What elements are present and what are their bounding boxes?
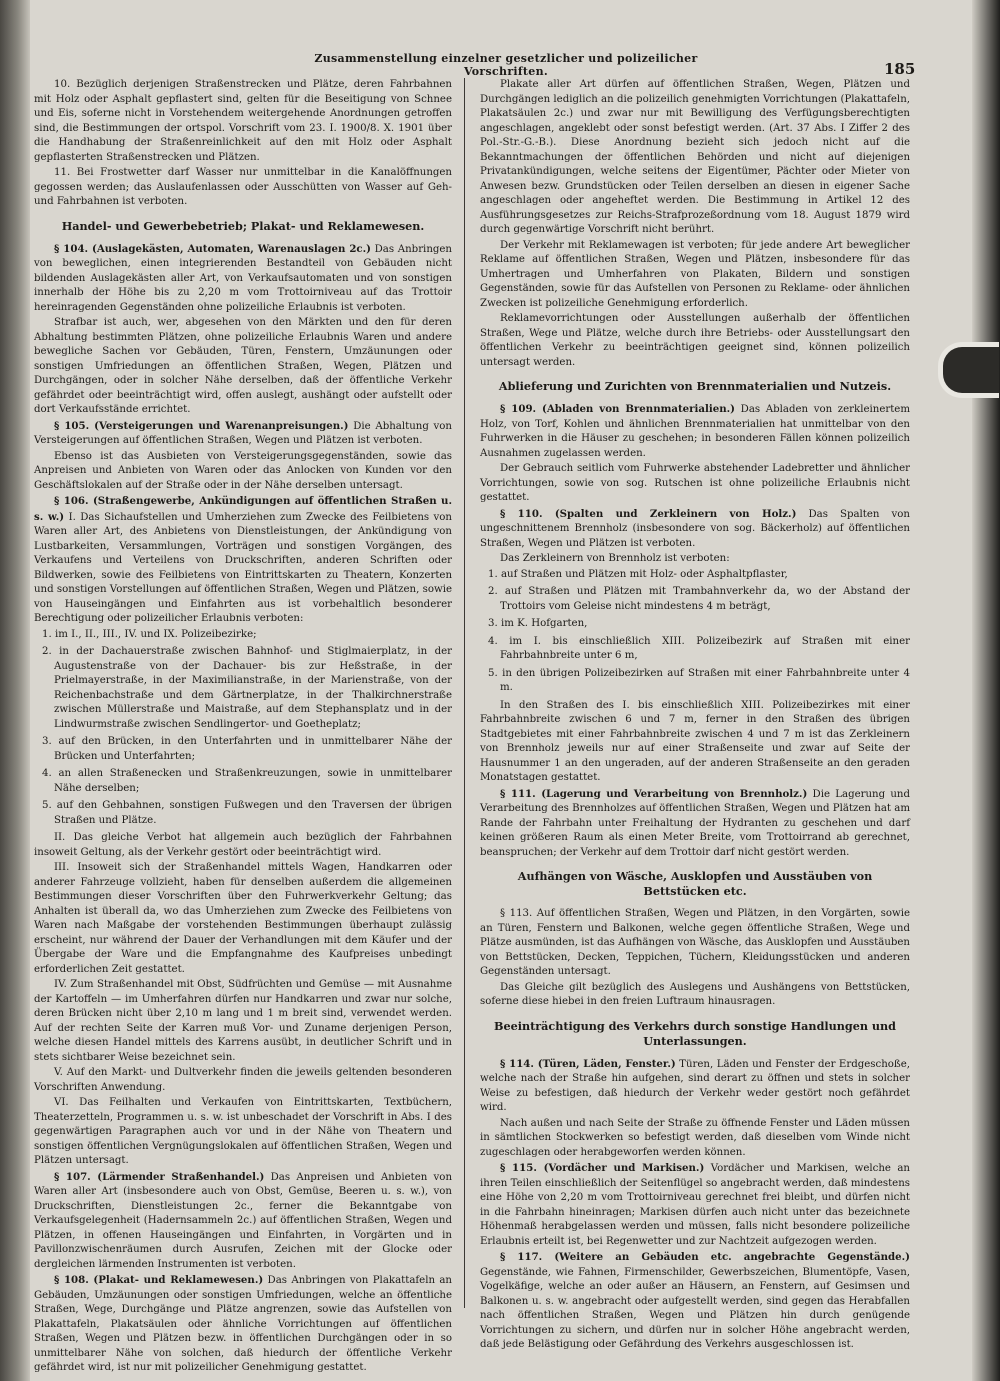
section-108-title: § 108. (Plakat- und Reklamewesen.) (54, 1274, 264, 1286)
section-107-title: § 107. (Lärmender Straßenhandel.) (54, 1170, 265, 1183)
list-item: 2. in der Dachauerstraße zwischen Bahnhof- und Stiglmaierplatz, in der Augustenstraße von der Dachauer- bis zur Heßstraße, in der Prielmayerstraße, in der Maximilianstraße, in der Marienstraße, von der Reichenbachstraße und dem Gärtnerplatze, in der Thalkirchnerstraße zwischen Müllerstraße und Maistraße, auf dem Stephansplatz und in der Lindwurmstraße zwischen Sendlingertor- und Goetheplatz; (42, 646, 452, 730)
section-114-paragraph-2: Nach außen und nach Seite der Straße zu öffnende Fenster und Läden müssen in sämtlichen Stockwerken so befestigt werden, daß dieselben vom Winde nicht zugeschlagen oder herabgeworfen werden können. (480, 1117, 910, 1158)
section-110 (480, 507, 910, 552)
section-105-text: Die Abhaltung von Versteigerungen auf öffentlichen Straßen, Wegen und Plätzen ist verboten. (34, 420, 452, 446)
section-104-paragraph-2: Strafbar ist auch, wer, abgesehen von den Märkten und den für deren Abhaltung bestimmten Plätzen, ohne polizeiliche Erlaubnis Waren und andere bewegliche Sachen vor Gebäuden, Türen, Fenstern, Umzäunungen oder sonstigen Umfriedungen an öffentlichen Straßen, Wegen, Plätzen und Durchgängen, oder in solcher Nähe derselben, daß der öffentliche Verkehr gefährdet oder beeinträchtigt wird, offen auslegt, aushängt oder aufstellt oder dort Verkaufsstände errichtet. (34, 317, 452, 415)
section-109-text: Das Abladen von zerkleinertem Holz, von Torf, Kohlen und ähnlichen Brennmaterialien hat unmittelbar von den Fuhrwerken in die Häuser zu geschehen; in besonderen Fällen können polizeilich Ausnahmen zugelassen werden. (480, 404, 911, 459)
section-115-title: § 115. (Vordächer und Markisen.) (500, 1162, 705, 1174)
list-item: 4. an allen Straßenecken und Straßenkreuzungen, sowie in unmittelbarer Nähe derselben; (42, 768, 452, 794)
section-114 (480, 1057, 910, 1116)
section-109 (480, 402, 910, 461)
list-item: 1. im I., II., III., IV. und IX. Polizeibezirke; (42, 628, 257, 640)
section-113-paragraph-2: Das Gleiche gilt bezüglich des Auslegens und Aushängens von Bettstücken, soferne diese hiebei in den freien Luftraum hinausragen. (480, 981, 910, 1007)
list-item: 3. auf den Brücken, in den Unterfahrten und in unmittelbarer Nähe der Brücken und Unterfahrten; (42, 736, 452, 762)
section-106-title: § 106. (Straßengewerbe, Ankündigungen auf öffentlichen Straßen u. s. w.) (34, 495, 452, 523)
section-117-title: § 117. (Weitere an Gebäuden etc. angebrachte Gegenstände.) (500, 1251, 910, 1263)
list-item: 2. auf Straßen und Plätzen mit Trambahnverkehr da, wo der Abstand der Trottoirs vom Geleise nicht mindestens 4 m beträgt, (488, 586, 910, 612)
poster-paragraph: Plakate aller Art dürfen auf öffentlichen Straßen, Wegen, Plätzen und Durchgängen lediglich an die polizeilich genehmigten Vorrichtungen (Plakattafeln, Plakatsäulen 2c.) und zwar nur mit Bewilligung des Verfügungsberechtigten angeschlagen, angeklebt oder sonst befestigt werden. (Art. 37 Abs. I Ziffer 2 des Pol.-Str.-G.-B.). Diese Anordnung bezieht sich jedoch nicht auf die Bekanntmachungen der öffentlichen Behörden und nicht auf diejenigen Privatankündigungen, welche seitens der Eigentümer, Pächter oder Mieter von Anwesen bezw. Grundstücken oder Teilen derselben an diesen in eigener Sache angeschlagen oder angeheftet werden. Die Bestimmung in Artikel 12 des Ausführungsgesetzes zur Reichs-Strafprozeßordnung vom 18. August 1879 wird durch gegenwärtige Vorschrift nicht berührt. (480, 79, 910, 235)
section-110-paragraph-2: Das Zerkleinern von Brennholz ist verboten: (500, 553, 730, 564)
section-heading-trade: Handel- und Gewerbebetrieb; Plakat- und Reklamewesen. (61, 218, 425, 233)
section-114-title: § 114. (Türen, Läden, Fenster.) (500, 1057, 676, 1070)
section-111-text: Die Lagerung und Verarbeitung des Brennholzes auf öffentlichen Straßen, Wegen und Plätzen hat am Rande der Fahrbahn unter Freihaltung der Hydranten zu geschehen und darf keinen größeren Raum als einen Meter Breite, vom Trottoirrand ab gerechnet, beanspruchen; der Verkehr auf dem Trottoir darf nicht gestört werden. (480, 788, 911, 858)
section-104-title: § 104. (Auslagekästen, Automaten, Warenauslagen 2c.) (54, 242, 371, 255)
column-divider (464, 78, 465, 1308)
advertising-devices-paragraph: Reklamevorrichtungen oder Ausstellungen außerhalb der öffentlichen Straßen, Wege und Plätze, welche durch ihre Betriebs- oder Ausstellungsart den öffentlichen Verkehr zu beeinträchtigen geeignet sind, können polizeilich untersagt werden. (480, 313, 910, 368)
paragraph-11: 11. Bei Frostwetter darf Wasser nur unmittelbar in die Kanalöffnungen gegossen werden; das Auslaufenlassen oder Ausschütten von Wasser auf Geh- und Fahrbahnen ist verboten. (34, 167, 452, 207)
section-heading-traffic: Beeinträchtigung des Verkehrs durch sonstige Handlungen und Unterlassungen. (494, 1018, 896, 1048)
section-109-paragraph-2: Der Gebrauch seitlich vom Fuhrwerke abstehender Ladebretter und ähnlicher Vorrichtungen, sowie von sog. Rutschen ist ohne polizeiliche Erlaubnis nicht gestattet. (480, 463, 910, 503)
section-105-paragraph-2: Ebenso ist das Ausbieten von Versteigerungsgegenständen, sowie das Anpreisen und Anbieten von Waren oder das Anlocken von Kunden vor den Geschäftslokalen auf der Straße oder in der Nähe derselben untersagt. (34, 450, 452, 491)
section-heading-laundry: Aufhängen von Wäsche, Ausklopfen und Ausstäuben von Bettstücken etc. (517, 869, 873, 898)
section-113-title: § 113. (500, 908, 533, 919)
right-column (480, 78, 911, 1350)
section-106 (34, 494, 452, 627)
section-106-III: III. Insoweit sich der Straßenhandel mittels Wagen, Handkarren oder anderer Fahrzeuge vollzieht, haben für denselben außerdem die allgemeinen Bestimmungen dieser Vorschriften über den Fuhrwerkverkehr Geltung; das Anhalten ist überall da, wo das Umherziehen zum Zwecke des Feilbietens von Waren nach Maßgabe der vorstehenden Bestimmungen überhaupt zulässig erscheint, nur während der Dauer der Verhandlungen mit dem Käufer und der Übergabe der Ware und die Empfangnahme des Kaufpreises unbedingt erforderlichen Zeit gestattet. (34, 862, 452, 975)
section-105 (34, 419, 452, 449)
section-117-text: Gegenstände, wie Fahnen, Firmenschilder, Gewerbszeichen, Blumentöpfe, Vasen, Vogelkäfige, welche an oder außer an Häusern, an Fenstern, auf Gesimsen und Balkonen u. s. w. angebracht oder aufgestellt werden, sind gegen das Herabfallen nach öffentlichen Straßen, Wegen und Plätzen hin durch genügende Vorrichtungen zu sichern, und dürfen nur in solcher Höhe angebracht werden, daß jede Belästigung oder Gefährdung des Verkehrs ausgeschlossen ist. (480, 1266, 910, 1350)
section-110-text: Das Spalten von ungeschnittenem Brennholz (insbesondere von sog. Bäckerholz) auf öffentlichen Straßen, Wegen und Plätzen ist verboten. (480, 508, 910, 549)
list-item: 3. im K. Hofgarten, (488, 618, 588, 629)
section-113-text: Auf öffentlichen Straßen, Wegen und Plätzen, in den Vorgärten, sowie an Türen, Fenstern und Balkonen, welche gegen öffentliche Straßen, Wege und Plätze ausmünden, ist das Aufhängen von Wäsche, das Ausklopfen und Ausstäuben von Bettstücken, Decken, Teppichen, Tüchern, Kleidungsstücken und anderen Gegenständen untersagt. (480, 908, 910, 977)
section-107-text: Das Anpreisen und Anbieten von Waren aller Art (insbesondere auch von Obst, Gemüse, Beeren u. s. w.), von Druckschriften, Dienstleistungen 2c., ferner die Bekanntgabe von Verkaufsgelegenheit (Hadernsammeln 2c.) auf öffentlichen Straßen, Wegen und Plätzen, in offenen Hauseingängen und Einfahrten, in Vorgärten und in Pavillonzwischenräumen durch Ausrufen, Zeichen mit der Glocke oder dergleichen lärmenden Instrumenten ist verboten. (34, 1171, 453, 1270)
section-104-text: Das Anbringen von beweglichen, einen integrierenden Bestandteil von Gebäuden nicht bildenden Auslagekästen aller Art, von Verkaufsautomaten und von sonstigen innerhalb der Höhe bis zu 2,20 m vom Trottoirniveau auf das Trottoir hereinragenden Gegenständen ohne polizeiliche Erlaubnis ist verboten. (34, 243, 452, 313)
running-head: Zusammenstellung einzelner gesetzlicher und polizeilicher Vorschriften. (314, 52, 698, 78)
section-104 (34, 242, 452, 316)
section-106-VI: VI. Das Feilhalten und Verkaufen von Eintrittskarten, Textbüchern, Theaterzetteln, Programmen u. s. w. ist unbeschadet der Vorschrift in Abs. I des gegenwärtigen Paragraphen auch vor und in der Nähe von Theatern und sonstigen öffentlichen Vergnügungslokalen auf öffentlichen Straßen, Wegen und Plätzen untersagt. (34, 1097, 452, 1166)
section-106-II: II. Das gleiche Verbot hat allgemein auch bezüglich der Fahrbahnen insoweit Geltung, als der Verkehr gestört oder beeinträchtigt wird. (34, 832, 452, 858)
section-106-text: I. Das Sichaufstellen und Umherziehen zum Zwecke des Feilbietens von Waren aller Art, des Anbietens von Dienstleistungen, der Ankündigung von Lustbarkeiten, Versammlungen, Vorträgen und sonstigen Vorgängen, des Verkaufens und Verteilens von Druckschriften, anderen Schriften oder Bildwerken, sowie des Feilbietens von Eintrittskarten zu Theatern, Konzerten und sonstigen Vorstellungen auf öffentlichen Straßen, Wegen und Plätzen, sowie von Hauseingängen und Einfahrten aus ist vorbehaltlich besonderer Berechtigung oder polizeilicher Erlaubnis verboten: (34, 511, 452, 624)
section-heading-fuel: Ablieferung und Zurichten von Brennmaterialien und Nutzeis. (498, 379, 892, 393)
binder-clip (938, 342, 999, 398)
section-111-title: § 111. (Lagerung und Verarbeitung von Brennholz.) (500, 787, 808, 800)
list-item: 4. im I. bis einschließlich XIII. Polizeibezirk auf Straßen mit einer Fahrbahnbreite unter 6 m, (488, 635, 910, 661)
section-115 (480, 1161, 910, 1249)
paragraph-10: 10. Bezüglich derjenigen Straßenstrecken und Plätze, deren Fahrbahnen mit Holz oder Asphalt gepflastert sind, gelten für die Beseitigung von Schnee und Eis, soferne nicht in Vorstehendem weitergehende Anordnungen getroffen sind, die Bestimmungen der ortspol. Vorschrift vom 23. I. 1900/8. X. 1901 über die Handhabung der Straßenreinlichkeit auf den mit Holz oder Asphalt gepflasterten Straßenstrecken und Plätzen. (34, 79, 452, 163)
section-115-text: Vordächer und Markisen, welche an ihren Teilen einschließlich der Seitenflügel so angebracht werden, daß mindestens eine Höhe von 2,20 m vom Trottoirniveau gerechnet frei bleibt, und dürfen nicht in die Fahrbahn hineinragen; Markisen dürfen auch nicht unter das bezeichnete Höhenmaß herabgelassen werden und müssen, falls nicht besondere polizeiliche Erlaubnis erteilt ist, bei Regenwetter und zur Nachtzeit aufgezogen werden. (480, 1163, 910, 1247)
section-106-list (34, 628, 452, 829)
list-item: 1. auf Straßen und Plätzen mit Holz- oder Asphaltpflaster, (488, 568, 788, 580)
left-column (34, 78, 453, 1373)
section-105-title: § 105. (Versteigerungen und Warenanpreisungen.) (54, 419, 349, 432)
list-item: 5. auf den Gehbahnen, sonstigen Fußwegen und den Traversen der übrigen Straßen und Plätze. (42, 800, 452, 826)
section-108-text: Das Anbringen von Plakattafeln an Gebäuden, Umzäunungen oder sonstigen Umfriedungen, welche an öffentliche Straßen, Wege, Durchgänge und Plätze angrenzen, sowie das Aufstellen von Plakattafeln, Plakatsäulen oder ähnliche Vorrichtungen auf öffentlichen Straßen, Wegen und Plätzen bezw. in öffentlichen Durchgängen oder in so unmittelbarer Nähe von solchen, daß hiedurch der öffentliche Verkehr gefährdet wird, ist nur mit polizeilicher Genehmigung gestattet. (34, 1275, 452, 1373)
section-114-text: Türen, Läden und Fenster der Erdgeschoße, welche nach der Straße hin aufgehen, sind derart zu öffnen und stets in solcher Weise zu befestigen, daß hiedurch der Verkehr weder gestört noch gefährdet wird. (480, 1058, 910, 1113)
list-item: 5. in den übrigen Polizeibezirken auf Straßen mit einer Fahrbahnbreite unter 4 m. (488, 667, 910, 693)
section-117 (480, 1250, 910, 1353)
section-108 (34, 1273, 452, 1376)
advertising-vehicles-paragraph: Der Verkehr mit Reklamewagen ist verboten; für jede andere Art beweglicher Reklame auf öffentlichen Straßen, Wegen und Plätzen, insbesondere für das Umhertragen und Umherfahren von Plakaten, Bildern und sonstigen Gegenständen, sowie für das Aufstellen von Personen zu Reklame- oder ähnlichen Zwecken ist polizeiliche Genehmigung erforderlich. (480, 239, 910, 309)
section-111 (480, 787, 910, 861)
book-spine (0, 0, 30, 1381)
section-110-title: § 110. (Spalten und Zerkleinern von Holz.) (500, 507, 797, 520)
section-106-IV: IV. Zum Straßenhandel mit Obst, Südfrüchten und Gemüse — mit Ausnahme der Kartoffeln — im Umherfahren dürfen nur Handkarren und zwar nur solche, deren Brücken nicht über 2,10 m lang und 1 m breit sind, verwendet werden. Auf der rechten Seite der Karren muß Vor- und Zuname derjenigen Person, welche diesen Handel mittels des Karrens ausübt, in deutlicher Schrift und in stets sichtbarer Weise bezeichnet sein. (34, 979, 452, 1063)
section-110-paragraph-3: In den Straßen des I. bis einschließlich XIII. Polizeibezirkes mit einer Fahrbahnbreite zwischen 6 und 7 m, ferner in den Straßen des übrigen Stadtgebietes mit einer Fahrbahnbreite zwischen 4 und 7 m ist das Zerkleinern von Brennholz jeweils nur auf einer Straßenseite und zwar auf Seite der Hausnummer 1 an den ungeraden, auf der anderen Straßenseite an den geraden Monatstagen gestattet. (480, 699, 910, 783)
page-number: 185 (884, 60, 916, 78)
section-110-list (480, 568, 910, 696)
section-113 (480, 907, 910, 980)
section-109-title: § 109. (Abladen von Brennmaterialien.) (500, 403, 736, 415)
section-107 (34, 1170, 452, 1273)
section-106-V: V. Auf den Markt- und Dultverkehr finden die jeweils geltenden besonderen Vorschriften Anwendung. (34, 1067, 452, 1093)
page-edge (972, 0, 1000, 1381)
